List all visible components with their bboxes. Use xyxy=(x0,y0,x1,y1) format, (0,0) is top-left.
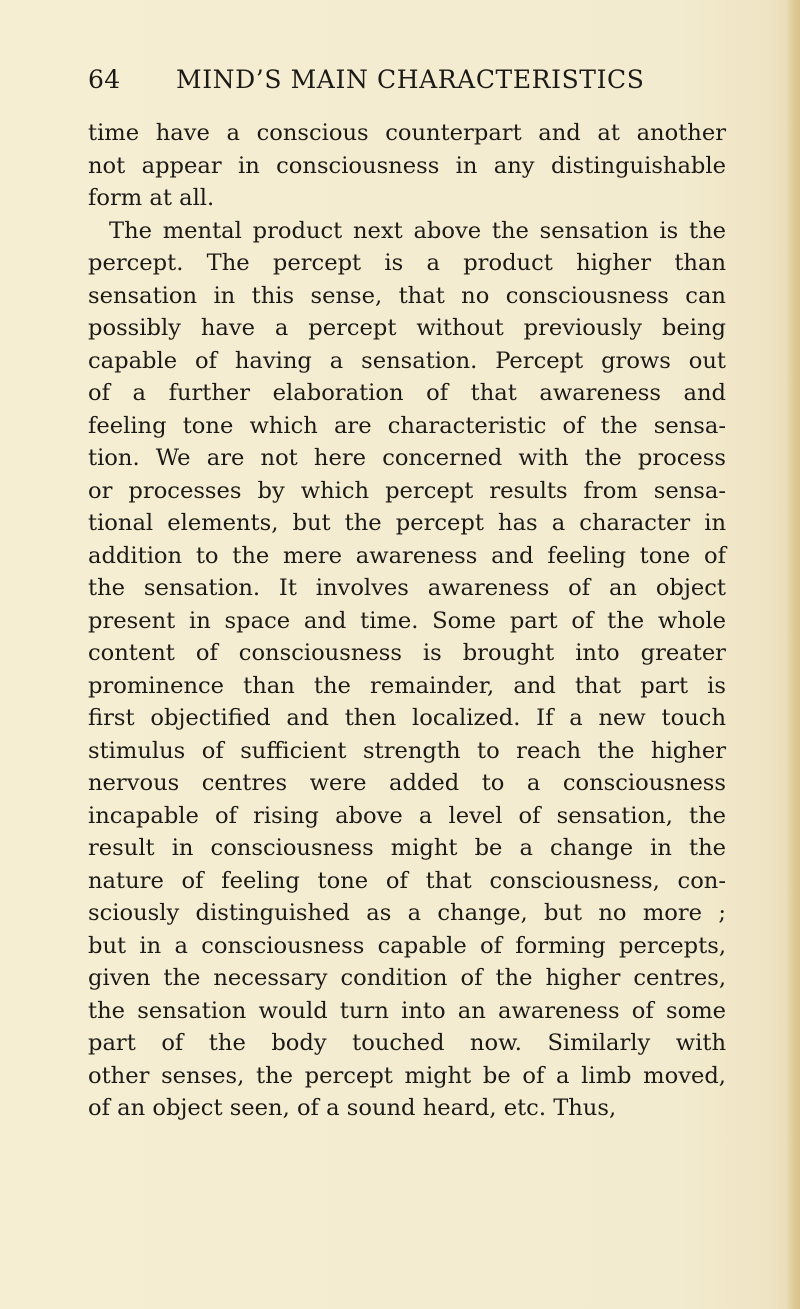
text-line: or processes by which percept results from sensa- xyxy=(88,477,726,504)
text-line: present in space and time. Some part of the whole xyxy=(88,607,726,634)
text-line: other senses, the percept might be of a limb moved, xyxy=(88,1062,726,1089)
text-line: tional elements, but the percept has a character in xyxy=(88,510,726,536)
text-line: tion. We are not here concerned with the process xyxy=(88,445,726,471)
text-line: capable of having a sensation. Percept grows out xyxy=(88,347,726,374)
running-title: MIND’S MAIN CHARACTERISTICS xyxy=(176,65,645,94)
text-line: prominence than the remainder, and that part is xyxy=(88,672,726,699)
page-number: 64 xyxy=(88,65,121,94)
text-line: sciously distinguished as a change, but no more ; xyxy=(88,900,726,926)
text-line: first objectified and then localized. If a new touch xyxy=(88,705,726,731)
text-line: The mental product next above the sensation is the xyxy=(109,217,726,244)
text-line: not appear in consciousness in any distinguishable xyxy=(88,152,726,179)
body-text xyxy=(88,117,726,1125)
text-line: possibly have a percept without previously being xyxy=(88,315,726,341)
text-line: nervous centres were added to a consciousness xyxy=(88,770,726,796)
page-edge-shadow xyxy=(786,0,800,1309)
text-line: addition to the mere awareness and feeling tone of xyxy=(88,542,726,569)
text-line: the sensation would turn into an awareness of some xyxy=(88,997,726,1024)
text-line: percept. The percept is a product higher than xyxy=(88,250,726,276)
text-line: but in a consciousness capable of forming percepts, xyxy=(88,932,726,959)
text-line: of a further elaboration of that awareness and xyxy=(88,380,726,406)
text-line: the sensation. It involves awareness of an object xyxy=(88,575,726,601)
text-line: given the necessary condition of the higher centres, xyxy=(88,965,726,991)
text-line: of an object seen, of a sound heard, etc. Thus, xyxy=(88,1095,617,1121)
text-line: nature of feeling tone of that consciousness, con- xyxy=(88,867,726,894)
text-line: form at all. xyxy=(88,185,215,211)
text-line: part of the body touched now. Similarly with xyxy=(88,1030,726,1056)
text-line: time have a conscious counterpart and at another xyxy=(88,120,726,146)
text-line: sensation in this sense, that no consciousness can xyxy=(88,282,726,309)
running-head xyxy=(88,62,728,98)
text-line: incapable of rising above a level of sensation, the xyxy=(88,802,726,829)
text-line: content of consciousness is brought into greater xyxy=(88,640,726,666)
text-line: stimulus of sufficient strength to reach the higher xyxy=(88,737,726,764)
text-line: result in consciousness might be a change in the xyxy=(88,835,726,861)
text-line: feeling tone which are characteristic of the sensa- xyxy=(88,412,726,439)
